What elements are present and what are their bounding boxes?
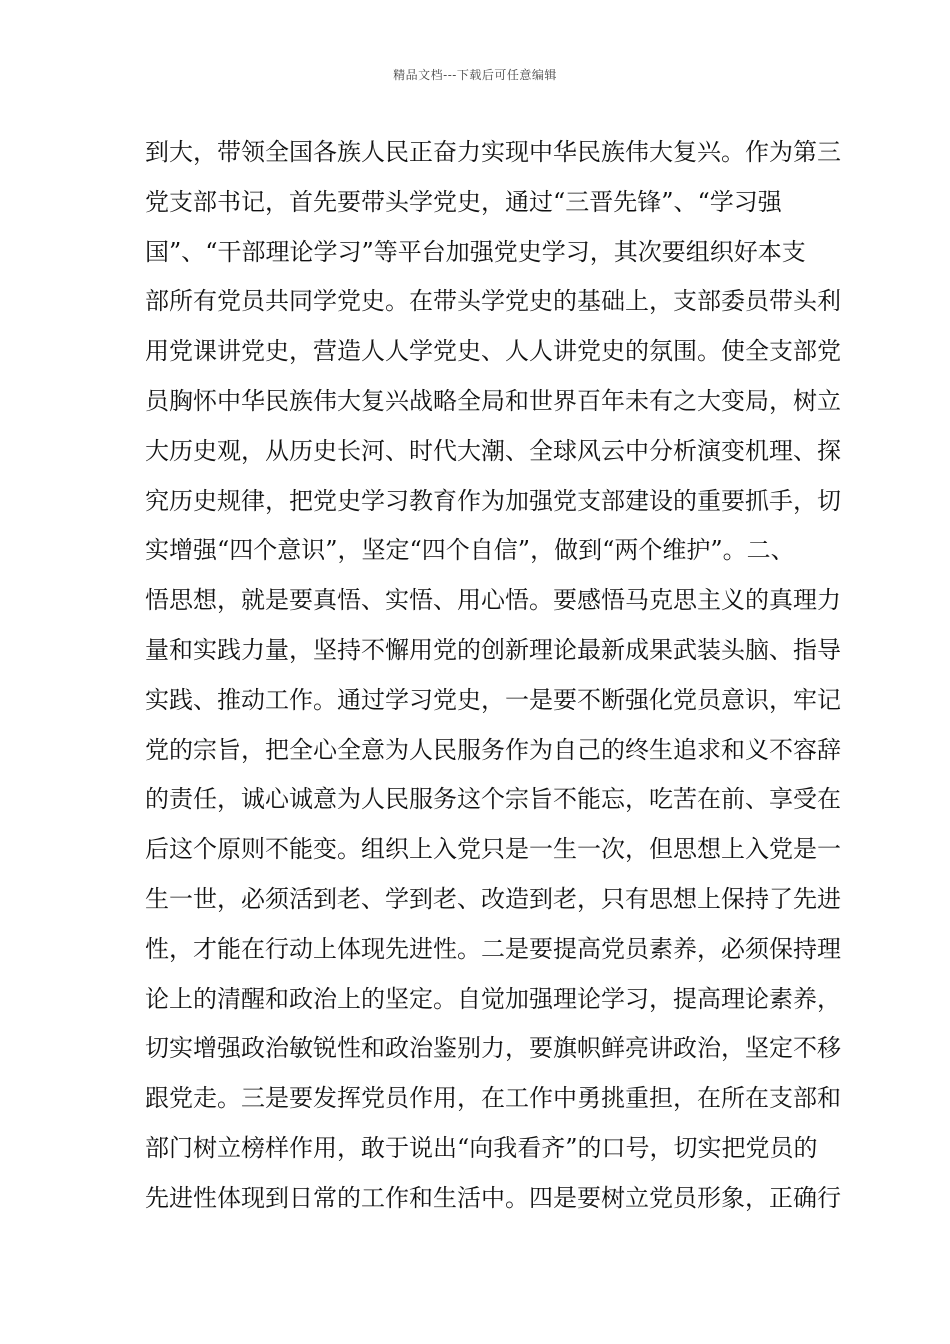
text-line: 部门树立榜样作用，敢于说出“向我看齐”的口号，切实把党员的 bbox=[145, 1133, 818, 1162]
text-line: 跟党走。三是要发挥党员作用，在工作中勇挑重担，在所在支部和 bbox=[145, 1084, 841, 1113]
text-line: 后这个原则不能变。组织上入党只是一生一次，但思想上入党是一 bbox=[145, 835, 841, 864]
page-header: 精品文档---下载后可任意编辑 bbox=[393, 68, 557, 82]
text-line: 的责任，诚心诚意为人民服务这个宗旨不能忘，吃苦在前、享受在 bbox=[145, 785, 841, 814]
text-line: 党支部书记，首先要带头学党史，通过“三晋先锋”、“学习强 bbox=[145, 187, 782, 216]
text-line: 性，才能在行动上体现先进性。二是要提高党员素养，必须保持理 bbox=[145, 934, 841, 963]
body-text bbox=[145, 128, 845, 1224]
text-line: 量和实践力量，坚持不懈用党的创新理论最新成果武装头脑、指导 bbox=[145, 635, 841, 664]
text-line: 悟思想，就是要真悟、实悟、用心悟。要感悟马克思主义的真理力 bbox=[145, 586, 841, 615]
text-line: 到大，带领全国各族人民正奋力实现中华民族伟大复兴。作为第三 bbox=[145, 138, 841, 166]
text-line: 党的宗旨，把全心全意为人民服务作为自己的终生追求和义不容辞 bbox=[145, 735, 841, 764]
text-line: 切实增强政治敏锐性和政治鉴别力，要旗帜鲜亮讲政治，坚定不移 bbox=[145, 1034, 841, 1063]
text-line: 员胸怀中华民族伟大复兴战略全局和世界百年未有之大变局，树立 bbox=[145, 386, 841, 415]
text-line: 先进性体现到日常的工作和生活中。四是要树立党员形象，正确行 bbox=[145, 1183, 841, 1212]
text-line: 论上的清醒和政治上的坚定。自觉加强理论学习，提高理论素养， bbox=[145, 984, 841, 1013]
text-line: 大历史观，从历史长河、时代大潮、全球风云中分析演变机理、探 bbox=[145, 436, 841, 465]
text-line: 生一世，必须活到老、学到老、改造到老，只有思想上保持了先进 bbox=[145, 884, 841, 913]
text-line: 究历史规律，把党史学习教育作为加强党支部建设的重要抓手，切 bbox=[145, 486, 841, 515]
text-line: 国”、“干部理论学习”等平台加强党史学习，其次要组织好本支 bbox=[145, 237, 806, 266]
text-line: 实增强“四个意识”，坚定“四个自信”，做到“两个维护”。二、 bbox=[145, 536, 795, 565]
text-line: 部所有党员共同学党史。在带头学党史的基础上，支部委员带头利 bbox=[145, 287, 841, 316]
text-line: 实践、推动工作。通过学习党史，一是要不断强化党员意识，牢记 bbox=[145, 685, 841, 714]
text-line: 用党课讲党史，营造人人学党史、人人讲党史的氛围。使全支部党 bbox=[145, 337, 841, 366]
